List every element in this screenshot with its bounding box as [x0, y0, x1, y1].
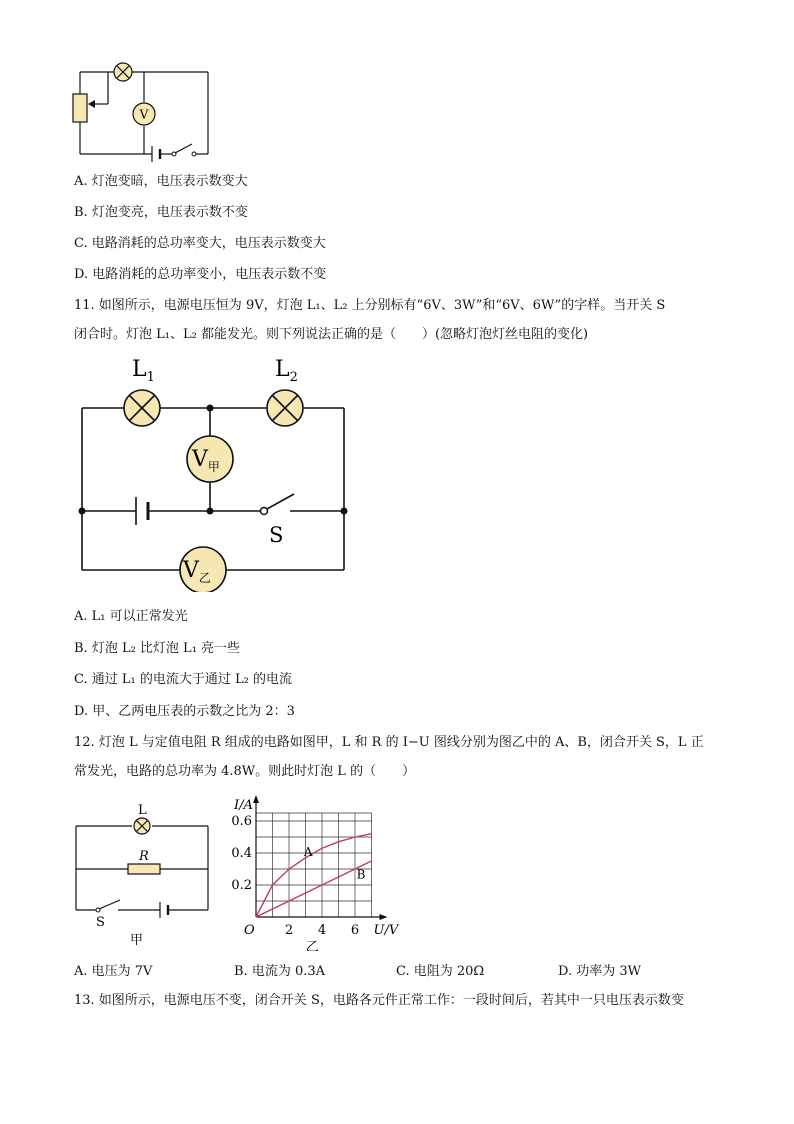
- q12-label-r: R: [139, 849, 149, 864]
- q10-lamp-icon: [114, 63, 132, 81]
- q11-label-l1: $L_1$: [132, 357, 155, 385]
- x-tick-label: 2: [284, 923, 294, 938]
- q12-label-l: L: [138, 803, 147, 818]
- q12-lamp-icon: [134, 818, 150, 834]
- y-tick-label: 0.6: [231, 814, 252, 829]
- q10-circuit-diagram: [68, 58, 218, 168]
- x-tick-label: 4: [317, 923, 327, 938]
- q11-switch-icon: [261, 494, 295, 515]
- series-A-label: A: [303, 844, 313, 859]
- q10-voltmeter-label: V: [139, 107, 149, 122]
- origin-label: O: [244, 923, 255, 938]
- q11-option-c: C. 通过 L₁ 的电流大于通过 L₂ 的电流: [74, 672, 292, 687]
- series-B-line: [256, 861, 372, 917]
- q12-stem-line1: 12. 灯泡 L 与定值电阻 R 组成的电路如图甲，L 和 R 的 I−U 图线分别为图乙中的 A、B，闭合开关 S，L 正: [74, 735, 704, 750]
- q13-stem-line1: 13. 如图所示，电源电压不变，闭合开关 S，电路各元件正常工作：一段时间后，若其中一只电压表示数变: [74, 993, 684, 1008]
- q11-stem-line2: 闭合时。灯泡 L₁、L₂ 都能发光。则下列说法正确的是（ ）(忽略灯泡灯丝电阻的变化): [74, 327, 589, 342]
- q11-stem-line1: 11. 如图所示，电源电压恒为 9V，灯泡 L₁、L₂ 上分别标有“6V、3W”和“6Ⅴ、6W”的字样。当开关 S: [74, 298, 666, 313]
- q12-caption-jia: 甲: [130, 933, 144, 948]
- q10-rheostat: [73, 94, 87, 122]
- q12-switch-icon: [96, 900, 120, 912]
- series-B-label: B: [356, 867, 366, 882]
- q10-option-a: A. 灯泡变暗，电压表示数变大: [74, 174, 248, 189]
- q10-option-c: C. 电路消耗的总功率变大，电压表示数变大: [74, 236, 326, 251]
- q10-option-b: B. 灯泡变亮，电压表示数不变: [74, 205, 248, 220]
- q12-circuit-jia: [68, 800, 218, 950]
- q12-iu-chart: [224, 786, 414, 951]
- x-axis-label: U/V: [373, 923, 399, 938]
- q12-battery-icon: [160, 902, 168, 918]
- q12-option-a: A. 电压为 7V: [74, 964, 153, 979]
- chart-caption-yi: 乙: [305, 940, 319, 951]
- q11-lamp-l1-icon: [124, 390, 160, 426]
- q12-option-b: B. 电流为 0.3A: [234, 964, 326, 979]
- y-tick-label: 0.4: [231, 846, 252, 861]
- q11-option-b: B. 灯泡 L₂ 比灯泡 L₁ 亮一些: [74, 641, 241, 656]
- q12-option-c: C. 电阻为 20Ω: [396, 964, 485, 979]
- q10-battery-icon: [152, 146, 160, 162]
- q11-battery-icon: [136, 497, 148, 525]
- series-A-line: [256, 834, 372, 917]
- q10-switch-icon: [172, 144, 196, 156]
- q12-resistor: [128, 864, 160, 874]
- q12-option-d: D. 功率为 3W: [558, 964, 641, 979]
- y-axis-label: I/A: [234, 798, 253, 813]
- q12-stem-line2: 常发光，电路的总功率为 4.8W。则此时灯泡 L 的（ ）: [74, 764, 416, 779]
- q11-voltmeter-jia-label: $V_甲$: [192, 447, 220, 474]
- q11-label-s: S: [269, 523, 284, 547]
- y-tick-label: 0.2: [231, 878, 252, 893]
- x-tick-label: 6: [350, 923, 360, 938]
- q11-option-d: D. 甲、乙两电压表的示数之比为 2：3: [74, 704, 295, 719]
- q10-option-d: D. 电路消耗的总功率变小，电压表示数不变: [74, 267, 327, 282]
- q11-lamp-l2-icon: [267, 390, 303, 426]
- q11-circuit-diagram: [72, 352, 362, 592]
- x-axis-arrow: [380, 914, 388, 920]
- q11-option-a: A. L₁ 可以正常发光: [74, 609, 188, 624]
- q12-label-s: S: [96, 915, 105, 930]
- q11-label-l2: $L_2$: [275, 357, 298, 385]
- y-axis-arrow: [253, 795, 259, 803]
- q11-voltmeter-yi-label: $V_乙$: [183, 558, 211, 585]
